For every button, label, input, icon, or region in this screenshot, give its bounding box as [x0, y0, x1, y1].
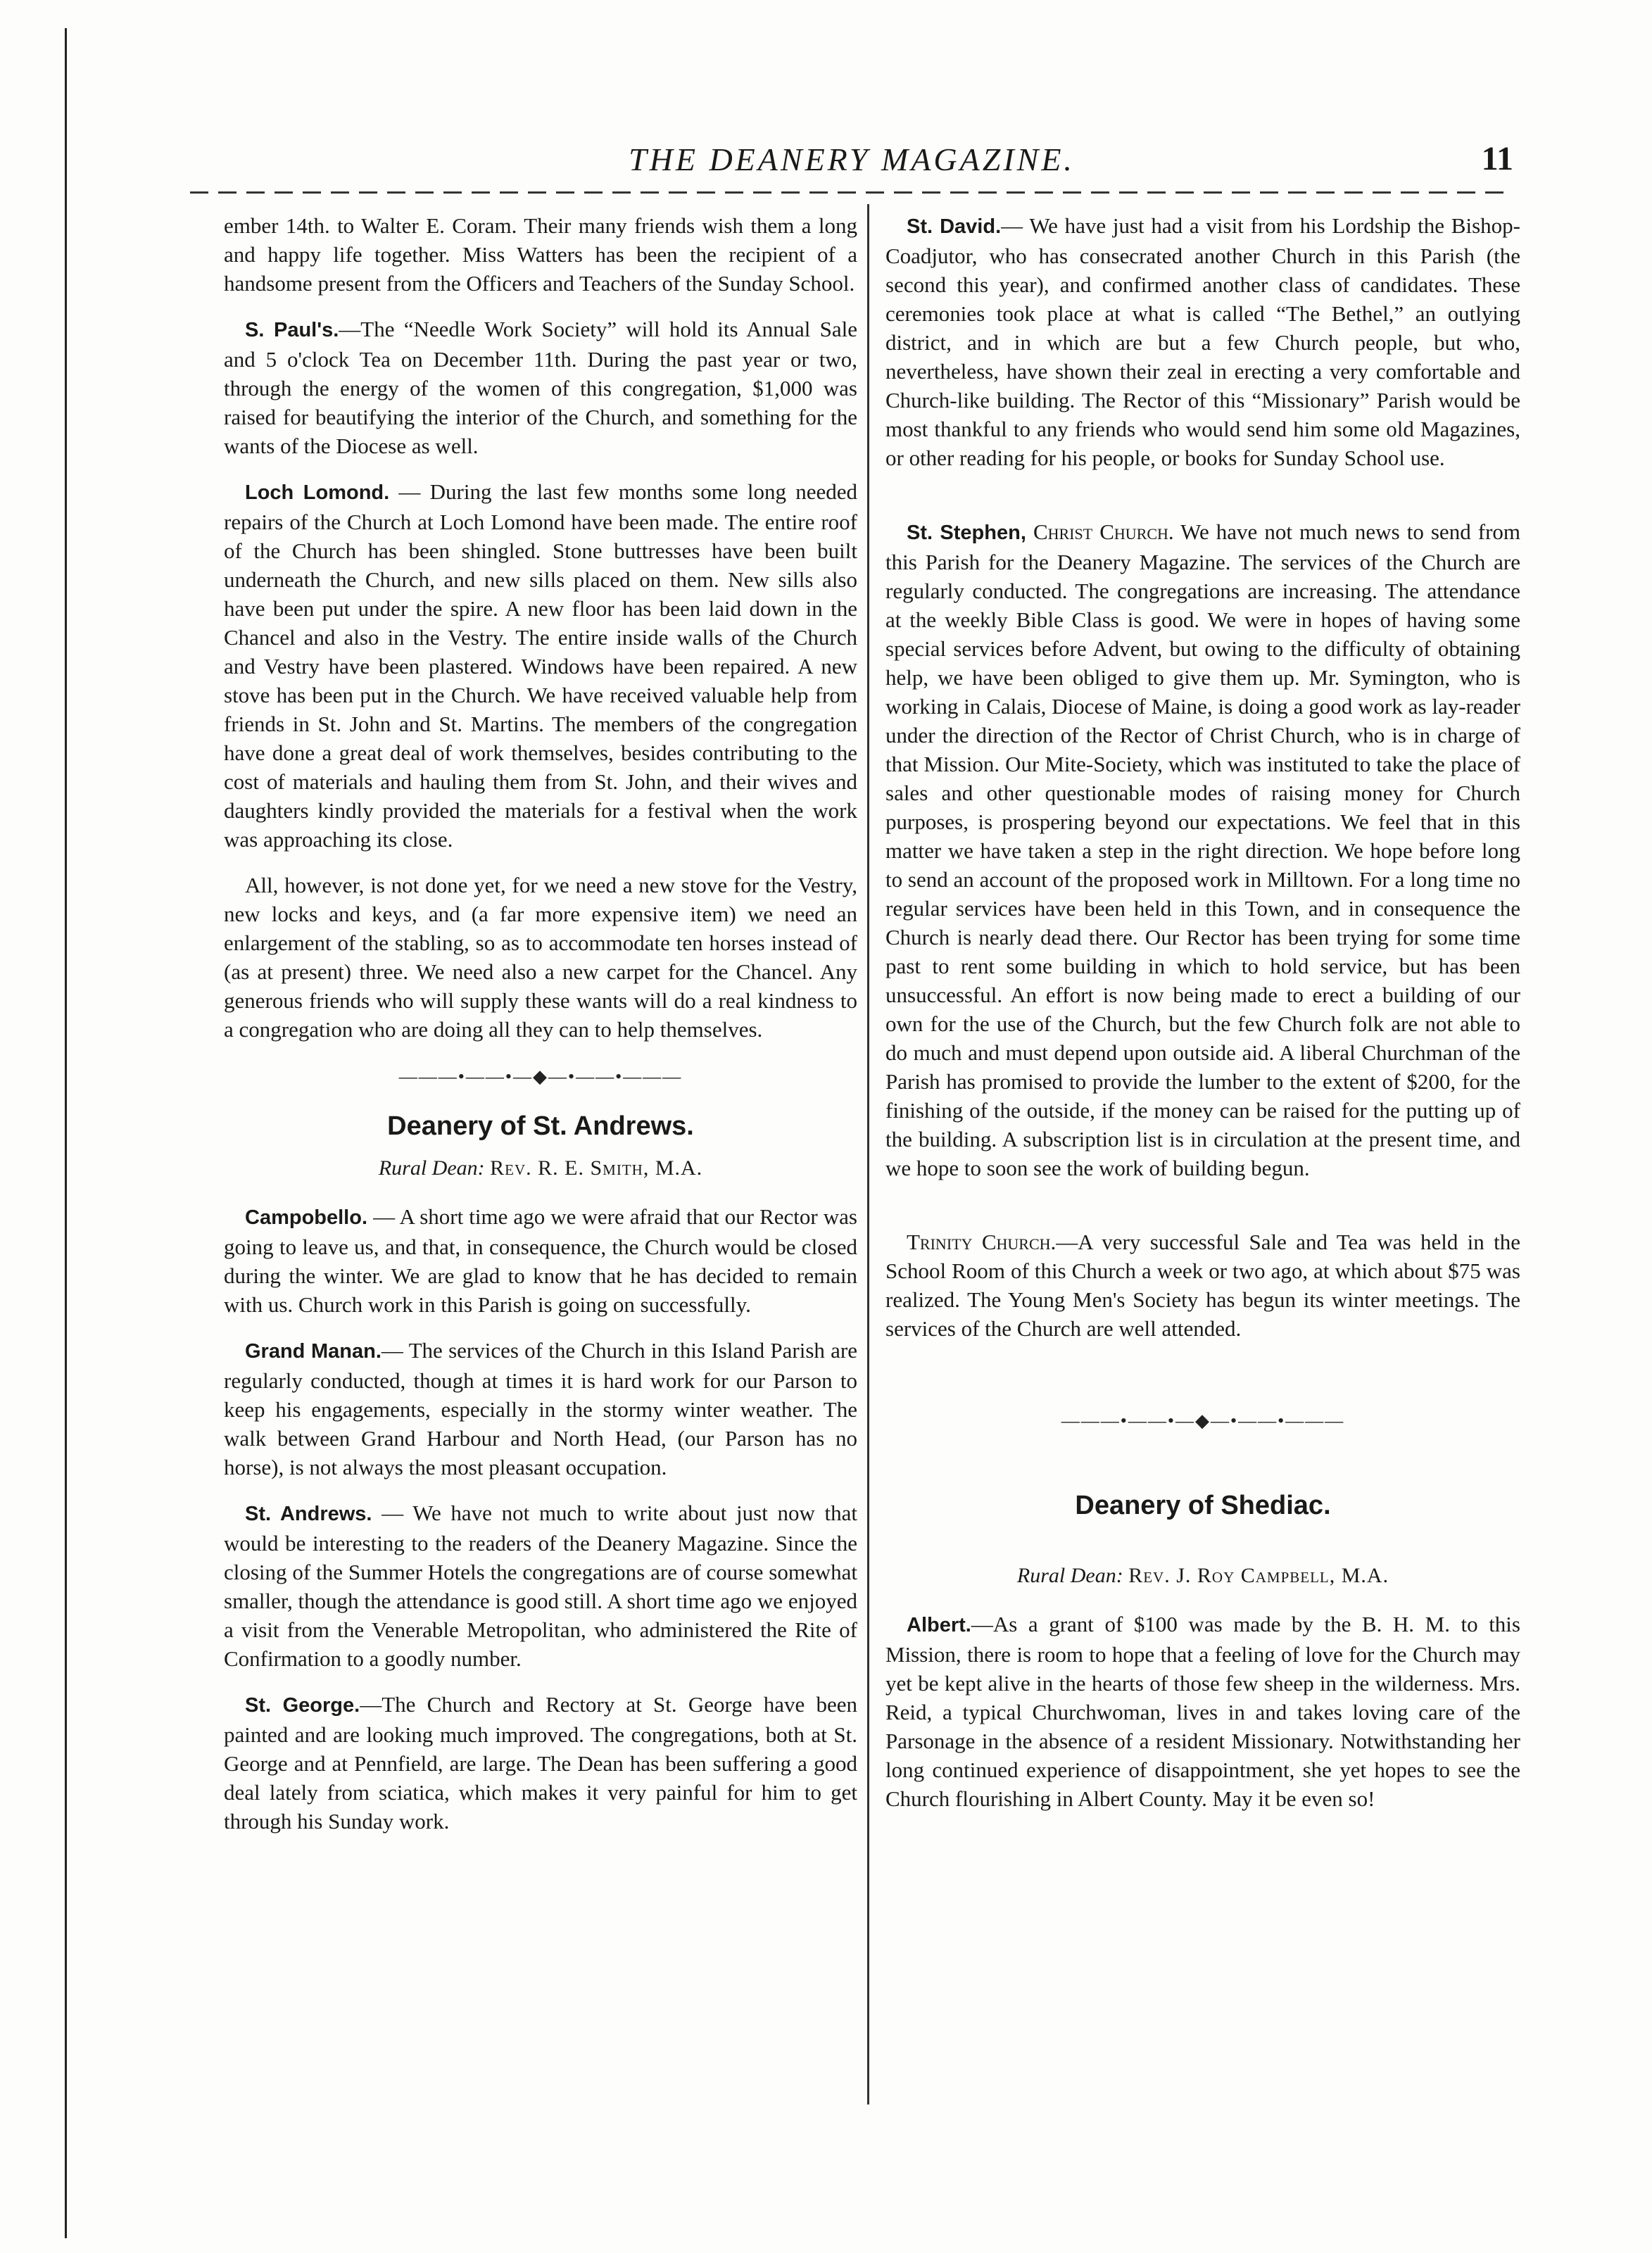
spacer	[885, 1199, 1520, 1228]
albert-lead: Albert.	[907, 1614, 971, 1636]
st-george-paragraph	[224, 1690, 857, 1836]
section-ornament: ———•——•—◆—•——•———	[398, 1066, 683, 1087]
st-andrews-lead: St. Andrews.	[245, 1503, 372, 1525]
rural-dean-label: Rural Dean:	[1016, 1564, 1123, 1587]
st-andrews-deanery-heading: Deanery of St. Andrews.	[387, 1111, 694, 1141]
trinity-paragraph	[885, 1228, 1520, 1343]
grand-manan-paragraph	[224, 1336, 857, 1482]
st-david-paragraph	[885, 211, 1520, 472]
st-stephen-text: We have not much news to send from this Parish for the Deanery Magazine. The services of the Church are regularly conducted. The congregations are increasing. The attendance at the weekly Bible Class is good. We were in hopes of having some special services before Advent, but owing to the difficulty of obtaining help, we have been obliged to give them up. Mr. Symington, who is working in Calais, Diocese of Maine, is doing a good work as lay-reader under the direction of the Rector of Christ Church, who is in charge of that Mission. Our Mite-Society, which was instituted to take the place of sales and other questionable modes of raising money for Church purposes, is prospering beyond our expectations. We feel that in this matter we have taken a step in the right direction. We hope before long to send an account of the proposed work in Milltown. For a long time no regular services have been held in this Town, and in consequence the Church is nearly dead there. Our Rector has been trying for some time past to rent some building in which to hold service, but has been unsuccessful. An effort is now being made to erect a building of our own for the use of the Church, but the few Church folk are not able to do much and must depend upon outside aid. A liberal Churchman of the Parish has promised to provide the lumber to the extent of $200, for the finishing of the outside, if the money can be raised for the putting up of the building. A subscription list is in circulation at the present time, and we hope to soon see the work of building begun.	[885, 519, 1521, 1180]
shediac-deanery-heading: Deanery of Shediac.	[1075, 1491, 1331, 1520]
albert-paragraph	[885, 1610, 1520, 1813]
st-david-text: — We have just had a visit from his Lordship the Bishop-Coadjutor, who has consecrated another Church in this Parish (the second this year), and confirmed another class of candidates. These ceremonies took place at what is called “The Bethel,” an outlying district, and in which are but a few Church people, but who, nevertheless, have shown their zeal in erecting a very comfortable and Church-like building. The Rector of this “Missionary” Parish would be most thankful to any friends who would send him some old Magazines, or other reading for his people, or books for Sunday School use.	[885, 213, 1520, 470]
shediac-rural-dean	[885, 1561, 1520, 1590]
grand-manan-text: — The services of the Church in this Island Parish are regularly conducted, though at times it is hard work for our Parson to keep his engagements, especially in the stormy winter weather. The walk between Grand Harbour and North Head, (our Parson has no horse), is not always the most pleasant occupation.	[224, 1338, 858, 1479]
spacer	[885, 1456, 1520, 1484]
header-rule	[190, 191, 1513, 194]
rural-dean-name: Rev. J. Roy Campbell, M.A.	[1128, 1564, 1389, 1587]
st-andrews-text: — We have not much to write about just now that would be interesting to the readers of the Deanery Magazine. Since the closing of the Summer Hotels the congregations are of course somewhat smaller, though the attendance is good still. A short time ago we enjoyed a visit from the Venerable Metropolitan, who administered the Rite of Confirmation to a goodly number.	[224, 1501, 857, 1671]
st-pauls-text: —The “Needle Work Society” will hold its Annual Sale and 5 o'clock Tea on December 11th. During the past year or two, through the energy of the women of this congregation, $1,000 was raised for beautifying the interior of the Church, and something for the wants of the Diocese as well.	[224, 317, 857, 458]
loch-lomond-paragraph-2: All, however, is not done yet, for we need a new stove for the Vestry, new locks and keys, and (a far more expensive item) we need an enlargement of the stabling, so as to accommodate ten horses instead of (as at present) three. We need also a new carpet for the Chancel. Any generous friends who will supply these wants will do a real kindness to a congregation who are doing all they can to help themselves.	[224, 873, 857, 1042]
spacer	[885, 1360, 1520, 1388]
campobello-paragraph	[224, 1202, 857, 1319]
loch-lomond-paragraph	[224, 477, 857, 854]
loch-lomond-text: — During the last few months some long needed repairs of the Church at Loch Lomond have been made. The entire roof of the Church has been shingled. Stone buttresses have been built underneath the Church, and new sills placed on them. New sills also have been put under the spire. A new floor has been laid down in the Chancel and also in the Vestry. The entire inside walls of the Church and Vestry have been plastered. Windows have been repaired. A new stove has been put in the Church. We have received valuable help from friends in St. John and St. Martins. The members of the congregation have done a great deal of work themselves, besides contributing to the cost of materials and hauling them from St. John, and their wives and daughters kindly provided the materials for a festival when the work was approaching its close.	[224, 479, 857, 852]
st-stephen-sub: Christ Church.	[1026, 519, 1174, 544]
trinity-lead: Trinity Church.	[907, 1230, 1057, 1254]
spacer	[885, 489, 1520, 517]
st-george-text: —The Church and Rectory at St. George have been painted and are looking much improved. The congregations, both at St. George and at Pennfield, are large. The Dean has been suffering a good deal lately from sciatica, which makes it very painful for him to get through his Sunday work.	[224, 1692, 858, 1834]
albert-text: —As a grant of $100 was made by the B. H. M. to this Mission, there is room to hope that a feeling of love for the Church may yet be kept alive in the hearts of those few sheep in the wilderness. Mrs. Reid, a typical Churchwoman, lives in and takes loving care of the Parsonage in the absence of a resident Missionary. Notwithstanding her long continued experience of disappointment, she yet hopes to see the Church flourishing in Albert County. May it be even so!	[885, 1612, 1520, 1811]
st-stephen-lead: St. Stephen,	[907, 522, 1026, 544]
spacer	[885, 1533, 1520, 1561]
rural-dean-label: Rural Dean:	[378, 1156, 485, 1180]
rural-dean-name: Rev. R. E. Smith, M.A.	[490, 1156, 703, 1180]
grand-manan-lead: Grand Manan.	[245, 1340, 382, 1363]
st-andrews-rural-dean	[224, 1154, 857, 1182]
page-number: 11	[1481, 140, 1513, 177]
left-column	[224, 211, 857, 1853]
trinity-text: —A very successful Sale and Tea was held in the School Room of this Church a week or two ago, at which about $75 was realized. The Young Men's Society has begun its winter meetings. The services of the Church are well attended.	[885, 1230, 1520, 1341]
section-ornament: ———•——•—◆—•——•———	[1061, 1411, 1345, 1431]
right-column	[885, 211, 1520, 1830]
page-header	[190, 141, 1513, 183]
st-david-lead: St. David.	[907, 215, 1002, 238]
st-andrews-paragraph	[224, 1498, 857, 1673]
campobello-text: — A short time ago we were afraid that our Rector was going to leave us, and that, in consequence, the Church would be closed during the winter. We are glad to know that he has decided to remain with us. Church work in this Parish is going on successfully.	[224, 1204, 857, 1317]
page-margin-line	[65, 28, 67, 2238]
st-pauls-lead: S. Paul's.	[245, 319, 339, 341]
running-title: THE DEANERY MAGAZINE.	[629, 141, 1075, 177]
loch-lomond-lead: Loch Lomond.	[245, 481, 390, 504]
column-divider	[867, 204, 869, 2104]
intro-paragraph: ember 14th. to Walter E. Coram. Their many friends wish them a long and happy life together. Miss Watters has been the recipient of a handsome present from the Officers and Teachers of the Sunday School.	[224, 213, 857, 296]
st-george-lead: St. George.	[245, 1694, 360, 1717]
st-pauls-paragraph	[224, 315, 857, 460]
st-stephen-paragraph	[885, 517, 1520, 1182]
campobello-lead: Campobello.	[245, 1206, 368, 1229]
